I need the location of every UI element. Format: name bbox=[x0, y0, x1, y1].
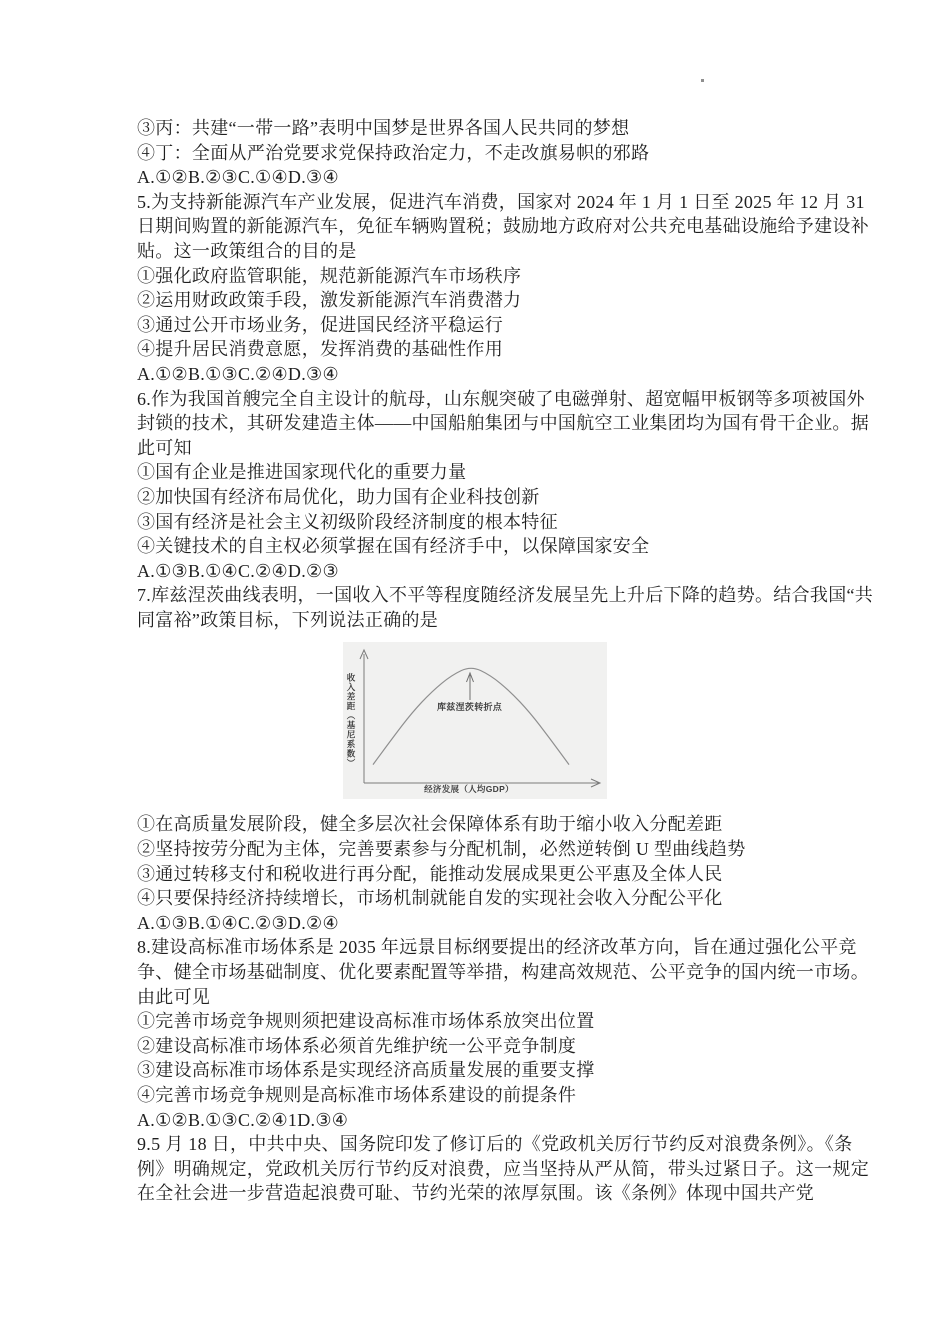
text-line: ②运用财政政策手段，激发新能源汽车消费潜力 bbox=[137, 290, 522, 311]
text-line: ③建设高标准市场体系是实现经济高质量发展的重要支撑 bbox=[137, 1060, 595, 1081]
text-line: ②建设高标准市场体系必须首先维护统一公平竞争制度 bbox=[137, 1035, 577, 1056]
text-line: 由此可见 bbox=[137, 986, 211, 1007]
text-line: ②加快国有经济布局优化，助力国有企业科技创新 bbox=[137, 486, 540, 507]
text-line: 9.5 月 18 日，中共中央、国务院印发了修订后的《党政机关厉行节约反对浪费条例》。《条 bbox=[137, 1134, 853, 1155]
text-line: A.①③B.①④C.②③D.②④ bbox=[137, 912, 339, 933]
text-line: ①完善市场竞争规则须把建设高标准市场体系放突出位置 bbox=[137, 1011, 595, 1032]
text-line: ④提升居民消费意愿，发挥消费的基础性作用 bbox=[137, 339, 503, 360]
document-page bbox=[137, 116, 874, 1206]
stray-dot-mark bbox=[701, 79, 704, 82]
text-line: A.①②B.②③C.①④D.③④ bbox=[137, 167, 339, 188]
kuznets-chart bbox=[343, 642, 607, 799]
text-line: A.①②B.①③C.②④1D.③④ bbox=[137, 1109, 349, 1130]
text-line: ③通过转移支付和税收进行再分配，能推动发展成果更公平惠及全体人民 bbox=[137, 863, 723, 884]
text-line: ③国有经济是社会主义初级阶段经济制度的根本特征 bbox=[137, 511, 558, 532]
text-line: 在全社会进一步营造起浪费可耻、节约光荣的浓厚氛围。该《条例》体现中国共产党 bbox=[137, 1183, 815, 1204]
text-line: ④丁：全面从严治党要求党保持政治定力，不走改旗易帜的邪路 bbox=[137, 142, 650, 163]
text-line: ②坚持按劳分配为主体，完善要素参与分配机制，必然逆转倒 U 型曲线趋势 bbox=[137, 839, 746, 860]
text-line: ③丙：共建“一带一路”表明中国梦是世界各国人民共同的梦想 bbox=[137, 118, 630, 138]
text-line: 5.为支持新能源汽车产业发展，促进汽车消费，国家对 2024 年 1 月 1 日至 2025 年 12 月 31 bbox=[137, 191, 865, 212]
chart-y-axis-label: 收入差距（基尼系数） bbox=[346, 673, 356, 769]
kuznets-curve bbox=[373, 669, 569, 765]
kuznets-chart-svg bbox=[343, 642, 607, 799]
text-line: 8.建设高标准市场体系是 2035 年远景目标纲要提出的经济改革方向，旨在通过强化公平竞 bbox=[137, 937, 857, 958]
text-line: 例》明确规定，党政机关厉行节约反对浪费，应当坚持从严从简，带头过紧日子。这一规定 bbox=[137, 1158, 869, 1179]
text-line: ①在高质量发展阶段，健全多层次社会保障体系有助于缩小收入分配差距 bbox=[137, 814, 723, 835]
text-line: 封锁的技术，其研发建造主体——中国船舶集团与中国航空工业集团均为国有骨干企业。据 bbox=[137, 413, 869, 434]
text-line: 同富裕”政策目标，下列说法正确的是 bbox=[137, 609, 439, 630]
text-line: 此可知 bbox=[137, 437, 192, 458]
text-line: 日期间购置的新能源汽车，免征车辆购置税；鼓励地方政府对公共充电基础设施给予建设补 bbox=[137, 216, 869, 237]
text-line: ①强化政府监管职能，规范新能源汽车市场秩序 bbox=[137, 265, 522, 286]
text-line: A.①③B.①④C.②④D.②③ bbox=[137, 560, 339, 581]
text-line: ④只要保持经济持续增长，市场机制就能自发的实现社会收入分配公平化 bbox=[137, 888, 723, 909]
text-line: A.①②B.①③C.②④D.③④ bbox=[137, 363, 339, 384]
text-line: ④关键技术的自主权必须掌握在国有经济手中，以保障国家安全 bbox=[137, 536, 650, 557]
text-line: 7.库兹涅茨曲线表明，一国收入不平等程度随经济发展呈先上升后下降的趋势。结合我国“共 bbox=[137, 585, 874, 606]
text-line: 争、健全市场基础制度、优化要素配置等举措，构建高效规范、公平竞争的国内统一市场。 bbox=[137, 962, 869, 983]
chart-x-axis-label: 经济发展（人均GDP） bbox=[424, 784, 514, 795]
text-line: 贴。这一政策组合的目的是 bbox=[137, 240, 357, 261]
chart-annotation: 库兹涅茨转折点 bbox=[437, 702, 503, 713]
text-line: ①国有企业是推进国家现代化的重要力量 bbox=[137, 462, 467, 483]
text-line: 6.作为我国首艘完全自主设计的航母，山东舰突破了电磁弹射、超宽幅甲板钢等多项被国外 bbox=[137, 388, 865, 409]
text-line: ③通过公开市场业务，促进国民经济平稳运行 bbox=[137, 314, 503, 335]
text-block-bottom bbox=[137, 812, 869, 1206]
text-line: ④完善市场竞争规则是高标准市场体系建设的前提条件 bbox=[137, 1085, 577, 1105]
text-block-top bbox=[137, 116, 874, 632]
